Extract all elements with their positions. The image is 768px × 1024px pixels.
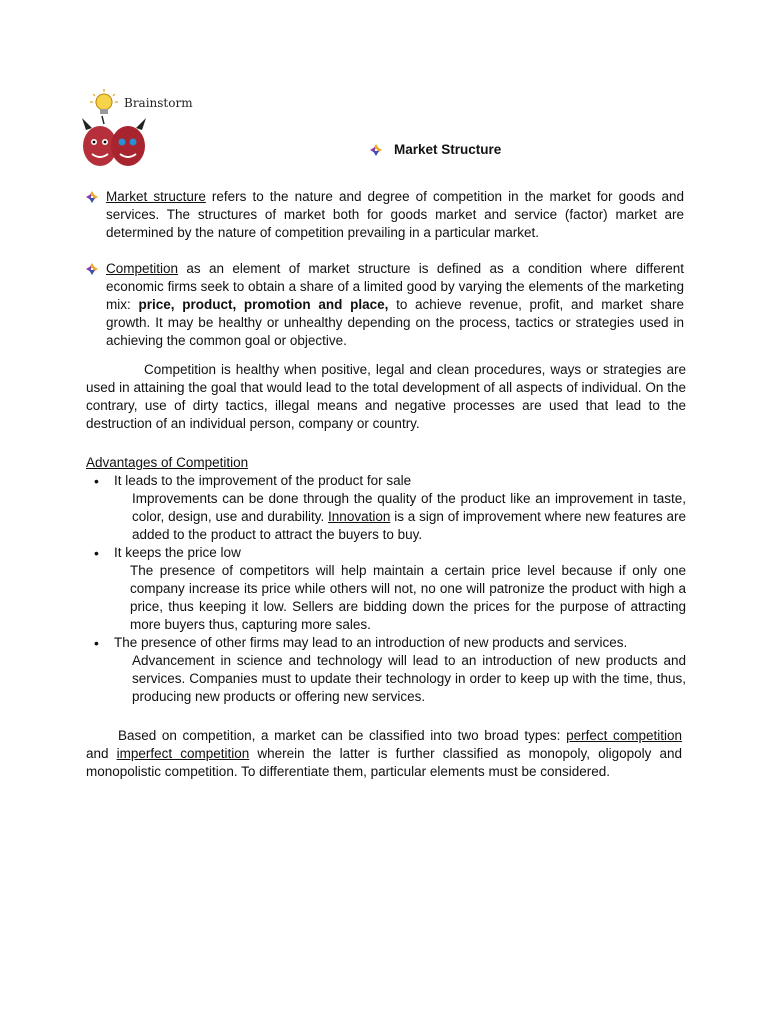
brainstorm-logo (80, 88, 210, 172)
advantage-detail-text: Improvements can be done through the quality of the product like an improvement in taste, color, design, use and durability. (132, 491, 686, 524)
advantages-list (86, 472, 686, 706)
competition-section (86, 260, 684, 350)
closing-text-1: Based on competition, a market can be classified into two broad types: (118, 728, 567, 743)
advantage-detail (114, 490, 686, 544)
advantages-section (86, 454, 686, 706)
list-item (86, 544, 686, 634)
arrow-bullet-icon (86, 263, 98, 275)
imperfect-competition-term: imperfect competition (116, 746, 250, 761)
healthy-competition-paragraph: Competition is healthy when positive, legal and clean procedures, ways or strategies are used in attaining the goal that would lead to the total development of all aspects of individual. On the contrary, use of dirty tactics, illegal means and negative processes are used that lead to the destruction of an individual person, company or country. (86, 362, 686, 431)
advantages-heading: Advantages of Competition (86, 455, 249, 470)
competition-text-1: as an element of market structure is defined as a condition where different economic firms seek to obtain a share of a limited good by varying the elements of the marketing mix: (106, 261, 684, 312)
list-item (86, 634, 686, 706)
closing-text-3: wherein the latter is further classified as monopoly, oligopoly and monopolistic competition. To differentiate them, particular elements must be considered. (86, 746, 682, 779)
page-title: Market Structure (394, 142, 502, 157)
advantage-detail: Advancement in science and technology will lead to an introduction of new products and services. Companies must to update their technology in order to keep up with the time, thus, producing new products or offering new services. (132, 653, 686, 704)
arrow-bullet-icon (370, 144, 382, 156)
competition-text-2: to achieve revenue, profit, and market share growth. It may be healthy or unhealthy depending on the process, tactics or strategies used in achieving the common goal or objective. (106, 297, 685, 348)
advantage-point: It keeps the price low (114, 545, 241, 560)
perfect-competition-term: perfect competition (566, 728, 683, 743)
advantage-point: The presence of other firms may lead to an introduction of new products and services. (114, 635, 628, 650)
logo-text: Brainstorm (124, 96, 193, 110)
title-row (370, 142, 501, 157)
advantage-detail: The presence of competitors will help maintain a certain price level because if only one company increase its price while others will not, no one will patronize the product with high a price, thus keeping it low. Sellers are bidding down the prices for the purpose of attracting more buyers thus, capturing more sales. (130, 563, 686, 632)
market-structure-section (86, 188, 684, 242)
marketing-mix-bold: price, product, promotion and place, (138, 297, 389, 312)
arrow-bullet-icon (86, 191, 98, 203)
advantage-detail-text: is a sign of improvement where new features are added to the product to attract the buyers to buy. (132, 509, 687, 542)
advantage-point: It leads to the improvement of the product for sale (114, 473, 412, 488)
market-structure-text: refers to the nature and degree of competition in the market for goods and services. The structures of market both for goods market and service (factor) market are determined by the nature of competition prevailing in a particular market. (106, 189, 684, 240)
competition-term: Competition (106, 261, 179, 276)
closing-text-2: and (86, 746, 117, 761)
innovation-term: Innovation (328, 509, 391, 524)
market-structure-paragraph (106, 188, 684, 242)
closing-paragraph (86, 727, 682, 781)
list-item (86, 472, 686, 544)
market-structure-term: Market structure (106, 189, 206, 204)
competition-paragraph (106, 260, 684, 350)
